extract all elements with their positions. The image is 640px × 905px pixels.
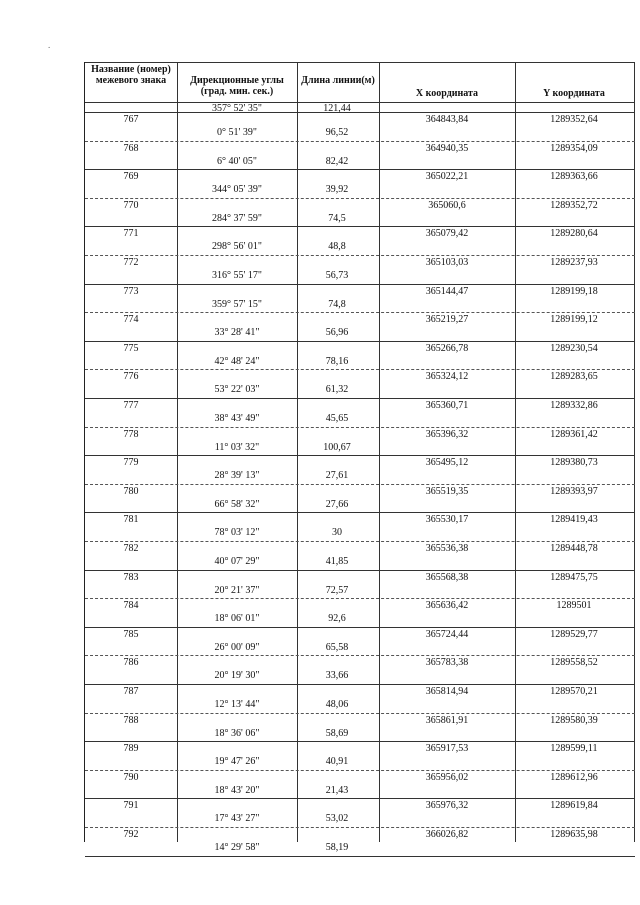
row-separator — [85, 198, 635, 199]
segment-length: 45,65 — [325, 413, 349, 424]
point-y: 1289570,21 — [550, 686, 598, 697]
segment-angle: 316° 55' 17" — [212, 270, 262, 281]
point-x: 365917,53 — [425, 743, 469, 755]
point-name: 769 — [123, 171, 139, 183]
point-x: 365783,38 — [425, 657, 469, 669]
point-name: 781 — [123, 514, 139, 526]
row-separator — [85, 598, 635, 599]
row-separator — [85, 312, 635, 313]
point-x: 365022,21 — [425, 171, 469, 183]
row-separator — [85, 741, 635, 742]
point-x: 365568,38 — [425, 571, 469, 583]
row-separator — [85, 226, 635, 227]
row-separator — [85, 512, 635, 513]
segment-length: 21,43 — [325, 784, 349, 796]
point-x: 365519,35 — [425, 485, 469, 497]
point-y: 1289283,65 — [550, 371, 598, 383]
segment-angle: 26° 00' 09" — [214, 641, 260, 653]
segment-length: 74,8 — [328, 298, 346, 310]
point-name: 773 — [123, 285, 139, 297]
segment-length: 41,85 — [325, 556, 349, 567]
boundary-coordinates-table — [84, 62, 635, 853]
point-name: 790 — [123, 771, 139, 783]
point-x: 365530,17 — [425, 514, 469, 526]
segment-angle: 6° 40' 05" — [217, 155, 257, 167]
segment-length: 27,66 — [325, 498, 349, 510]
row-separator — [85, 484, 635, 485]
point-x: 365861,91 — [425, 714, 469, 726]
point-y: 1289280,64 — [550, 228, 598, 240]
row-separator — [85, 798, 635, 799]
segment-angle: 19° 47' 26" — [214, 756, 260, 768]
column-separator — [634, 62, 635, 842]
segment-length: 30 — [332, 527, 342, 539]
segment-length: 40,91 — [325, 756, 349, 768]
point-y: 1289332,86 — [550, 400, 598, 411]
segment-length: 39,92 — [325, 184, 349, 196]
point-y: 1289599,11 — [550, 743, 598, 755]
segment-angle: 38° 43' 49" — [214, 413, 260, 424]
point-name: 777 — [123, 400, 139, 411]
point-y: 1289199,12 — [550, 314, 598, 326]
point-x: 365636,42 — [425, 600, 469, 612]
point-name: 789 — [123, 743, 139, 755]
segment-angle: 78° 03' 12" — [214, 527, 260, 539]
row-separator — [85, 713, 635, 714]
segment-angle: 18° 06' 01" — [214, 613, 260, 625]
point-name: 791 — [123, 800, 139, 812]
row-separator — [85, 341, 635, 342]
segment-angle: 18° 43' 20" — [214, 784, 260, 796]
segment-angle: 17° 43' 27" — [214, 813, 260, 825]
point-x: 364940,35 — [425, 142, 469, 154]
point-y: 1289352,72 — [550, 199, 598, 211]
segment-length: 65,58 — [325, 641, 349, 653]
segment-angle: 28° 39' 13" — [214, 470, 260, 482]
point-x: 365956,02 — [425, 771, 469, 783]
table-bottom-border — [85, 856, 635, 857]
point-name: 767 — [123, 114, 139, 125]
header-angles: Дирекционные углы (град. мин. сек.) — [190, 75, 284, 97]
row-separator — [85, 255, 635, 256]
point-y: 1289393,97 — [550, 485, 598, 497]
point-y: 1289448,78 — [550, 543, 598, 554]
header-x: X координата — [415, 88, 479, 99]
segment-length: 58,69 — [325, 727, 349, 739]
segment-length: 56,73 — [325, 270, 349, 281]
point-y: 1289580,39 — [550, 714, 598, 726]
segment-length: 74,5 — [328, 212, 346, 224]
row-separator — [85, 112, 635, 113]
point-x: 365814,94 — [425, 686, 469, 697]
header-name: Название (номер) межевого знака — [91, 64, 171, 86]
row-separator — [85, 369, 635, 370]
segment-angle: 42° 48' 24" — [214, 355, 260, 367]
segment-angle: 11° 03' 32" — [214, 441, 260, 453]
segment-angle: 66° 58' 32" — [214, 498, 260, 510]
row-separator — [85, 541, 635, 542]
point-y: 1289419,43 — [550, 514, 598, 526]
point-y: 1289230,54 — [550, 342, 598, 354]
column-separator — [379, 62, 380, 842]
point-x: 364843,84 — [425, 114, 469, 125]
point-name: 785 — [123, 628, 139, 640]
point-y: 1289354,09 — [550, 142, 598, 154]
point-y: 1289361,42 — [550, 428, 598, 440]
point-name: 792 — [123, 829, 139, 840]
row-separator — [85, 770, 635, 771]
point-y: 1289237,93 — [550, 257, 598, 268]
segment-angle: 12° 13' 44" — [214, 699, 260, 710]
point-y: 1289363,66 — [550, 171, 598, 183]
point-name: 772 — [123, 257, 139, 268]
row-separator — [85, 684, 635, 685]
point-name: 768 — [123, 142, 139, 154]
point-x: 365324,12 — [425, 371, 469, 383]
segment-length: 100,67 — [323, 441, 351, 453]
row-separator — [85, 141, 635, 142]
point-x: 365103,03 — [425, 257, 469, 268]
row-separator — [85, 169, 635, 170]
point-name: 776 — [123, 371, 139, 383]
header-y: Y координата — [543, 88, 605, 99]
header-length: Длина линии(м) — [301, 75, 375, 86]
row-separator — [85, 284, 635, 285]
segment-length: 82,42 — [325, 155, 349, 167]
segment-length: 61,32 — [325, 384, 349, 396]
segment-length: 78,16 — [325, 355, 349, 367]
segment-length: 27,61 — [325, 470, 349, 482]
point-name: 770 — [123, 199, 139, 211]
point-y: 1289380,73 — [550, 457, 598, 469]
row-separator — [85, 570, 635, 571]
point-y: 1289199,18 — [550, 285, 598, 297]
point-name: 784 — [123, 600, 139, 612]
segment-angle: 0° 51' 39" — [217, 127, 257, 138]
point-x: 365396,32 — [425, 428, 469, 440]
segment-length: 72,57 — [325, 584, 349, 596]
point-name: 787 — [123, 686, 139, 697]
segment-angle: 14° 29' 58" — [214, 842, 260, 853]
point-name: 779 — [123, 457, 139, 469]
segment-angle: 284° 37' 59" — [212, 212, 262, 224]
point-name: 775 — [123, 342, 139, 354]
point-y: 1289635,98 — [550, 829, 598, 840]
row-separator — [85, 398, 635, 399]
point-x: 365536,38 — [425, 543, 469, 554]
point-x: 365219,27 — [425, 314, 469, 326]
point-x: 366026,82 — [425, 829, 469, 840]
point-x: 365976,32 — [425, 800, 469, 812]
row-separator — [85, 827, 635, 828]
segment-length: 48,8 — [328, 241, 346, 253]
point-x: 365360,71 — [425, 400, 469, 411]
point-name: 778 — [123, 428, 139, 440]
point-x: 365079,42 — [425, 228, 469, 240]
point-name: 786 — [123, 657, 139, 669]
segment-length: 33,66 — [325, 670, 349, 682]
point-name: 782 — [123, 543, 139, 554]
segment-angle: 298° 56' 01" — [212, 241, 262, 253]
point-y: 1289475,75 — [550, 571, 598, 583]
row-separator — [85, 655, 635, 656]
point-y: 1289619,84 — [550, 800, 598, 812]
point-y: 1289352,64 — [550, 114, 598, 125]
point-x: 365060,6 — [428, 199, 466, 211]
point-x: 365266,78 — [425, 342, 469, 354]
row-separator — [85, 627, 635, 628]
point-x: 365495,12 — [425, 457, 469, 469]
segment-angle: 359° 57' 15" — [212, 298, 262, 310]
first-segment-length: 121,44 — [323, 103, 351, 114]
table-top-border — [85, 62, 635, 63]
point-name: 780 — [123, 485, 139, 497]
segment-length: 56,96 — [325, 327, 349, 339]
point-x: 365724,44 — [425, 628, 469, 640]
point-y: 1289558,52 — [550, 657, 598, 669]
point-name: 788 — [123, 714, 139, 726]
point-name: 774 — [123, 314, 139, 326]
segment-angle: 344° 05' 39" — [212, 184, 262, 196]
segment-angle: 53° 22' 03" — [214, 384, 260, 396]
row-separator — [85, 427, 635, 428]
segment-length: 58,19 — [325, 842, 349, 853]
point-name: 771 — [123, 228, 139, 240]
point-y: 1289529,77 — [550, 628, 598, 640]
point-name: 783 — [123, 571, 139, 583]
row-separator — [85, 455, 635, 456]
segment-length: 92,6 — [328, 613, 346, 625]
segment-angle: 20° 19' 30" — [214, 670, 260, 682]
point-y: 1289612,96 — [550, 771, 598, 783]
point-y: 1289501 — [556, 600, 592, 612]
segment-angle: 20° 21' 37" — [214, 584, 260, 596]
segment-angle: 33° 28' 41" — [214, 327, 260, 339]
first-segment-angle: 357° 52' 35" — [212, 103, 262, 114]
segment-angle: 18° 36' 06" — [214, 727, 260, 739]
segment-length: 48,06 — [325, 699, 349, 710]
scan-speck: . — [48, 40, 51, 50]
segment-length: 53,02 — [325, 813, 349, 825]
segment-angle: 40° 07' 29" — [214, 556, 260, 567]
point-x: 365144,47 — [425, 285, 469, 297]
segment-length: 96,52 — [325, 127, 349, 138]
